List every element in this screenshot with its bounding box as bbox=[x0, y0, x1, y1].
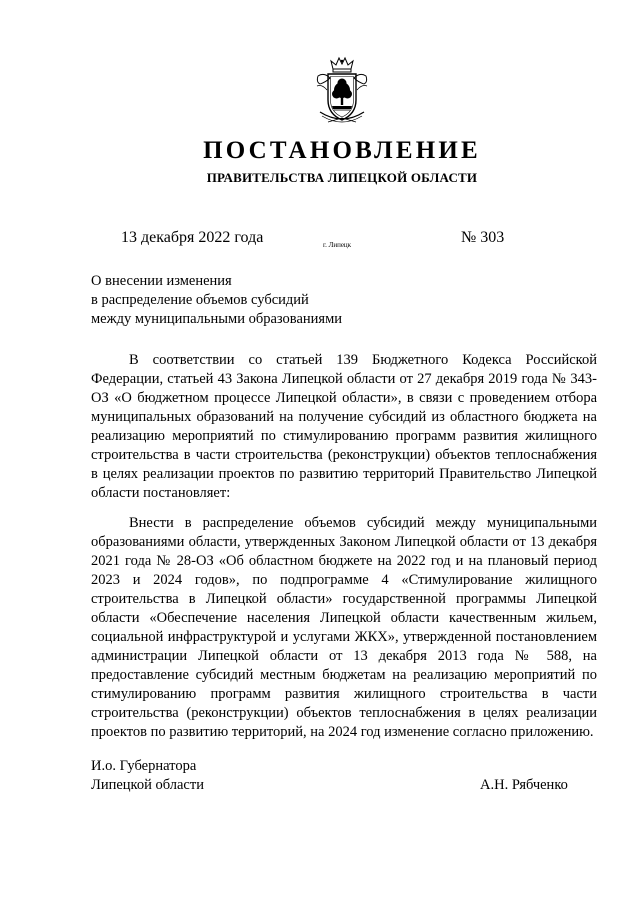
signatory-position-line: И.о. Губернатора bbox=[91, 758, 197, 774]
subject-line: О внесении изменения bbox=[91, 273, 232, 289]
subject-line: в распределение объемов субсидий bbox=[91, 292, 309, 308]
signatory-position-line: Липецкой области bbox=[91, 777, 204, 793]
document-date: 13 декабря 2022 года bbox=[121, 229, 264, 246]
body-paragraph: В соответствии со статьей 139 Бюджетного Кодекса Российской Федерации, статьей 43 Закона Липецкой области от 27 декабря 2019 года № 343-ОЗ «О бюджетном процессе Липецкой области», в связи с проведением отбора муниципальных образований на получение субсидий из областного бюджета на реализацию мероприятий по стимулированию программ развития жилищного строительства в части строительства (реконструкции) объектов теплоснабжения в целях реализации проектов по развитию территорий Правительство Липецкой области постановляет: bbox=[91, 352, 597, 501]
document-subject bbox=[91, 272, 342, 329]
document-number: № 303 bbox=[461, 229, 505, 246]
subject-line: между муниципальными образованиями bbox=[91, 311, 343, 327]
document-body bbox=[91, 351, 597, 742]
signatory-name: А.Н. Рябченко bbox=[480, 777, 568, 793]
signatory-position bbox=[91, 757, 204, 795]
document-title: ПОСТАНОВЛЕНИЕ bbox=[203, 137, 481, 164]
issuing-authority: ПРАВИТЕЛЬСТВА ЛИПЕЦКОЙ ОБЛАСТИ bbox=[206, 170, 478, 185]
lipetsk-coat-of-arms-icon bbox=[314, 56, 370, 128]
body-paragraph: Внести в распределение объемов субсидий между муниципальными образованиями области, утвержденных Законом Липецкой области от 13 декабря 2021 года № 28-ОЗ «Об областном бюджете на 2022 год и на плановый период 2023 и 2024 годов», по подпрограмме 4 «Стимулирование жилищного строительства в Липецкой области» государственной программы Липецкой области «Обеспечение населения Липецкой области качественным жильем, социальной инфраструктурой и услугами ЖКХ», утвержденной постановлением администрации Липецкой области от 13 декабря 2013 года № 588, на предоставление субсидий местным бюджетам на реализацию мероприятий по стимулированию программ развития жилищного строительства в части строительства (реконструкции) объектов теплоснабжения в целях реализации проектов по развитию территорий, на 2024 год изменение согласно приложению. bbox=[91, 515, 597, 740]
document-place: г. Липецк bbox=[323, 241, 352, 249]
